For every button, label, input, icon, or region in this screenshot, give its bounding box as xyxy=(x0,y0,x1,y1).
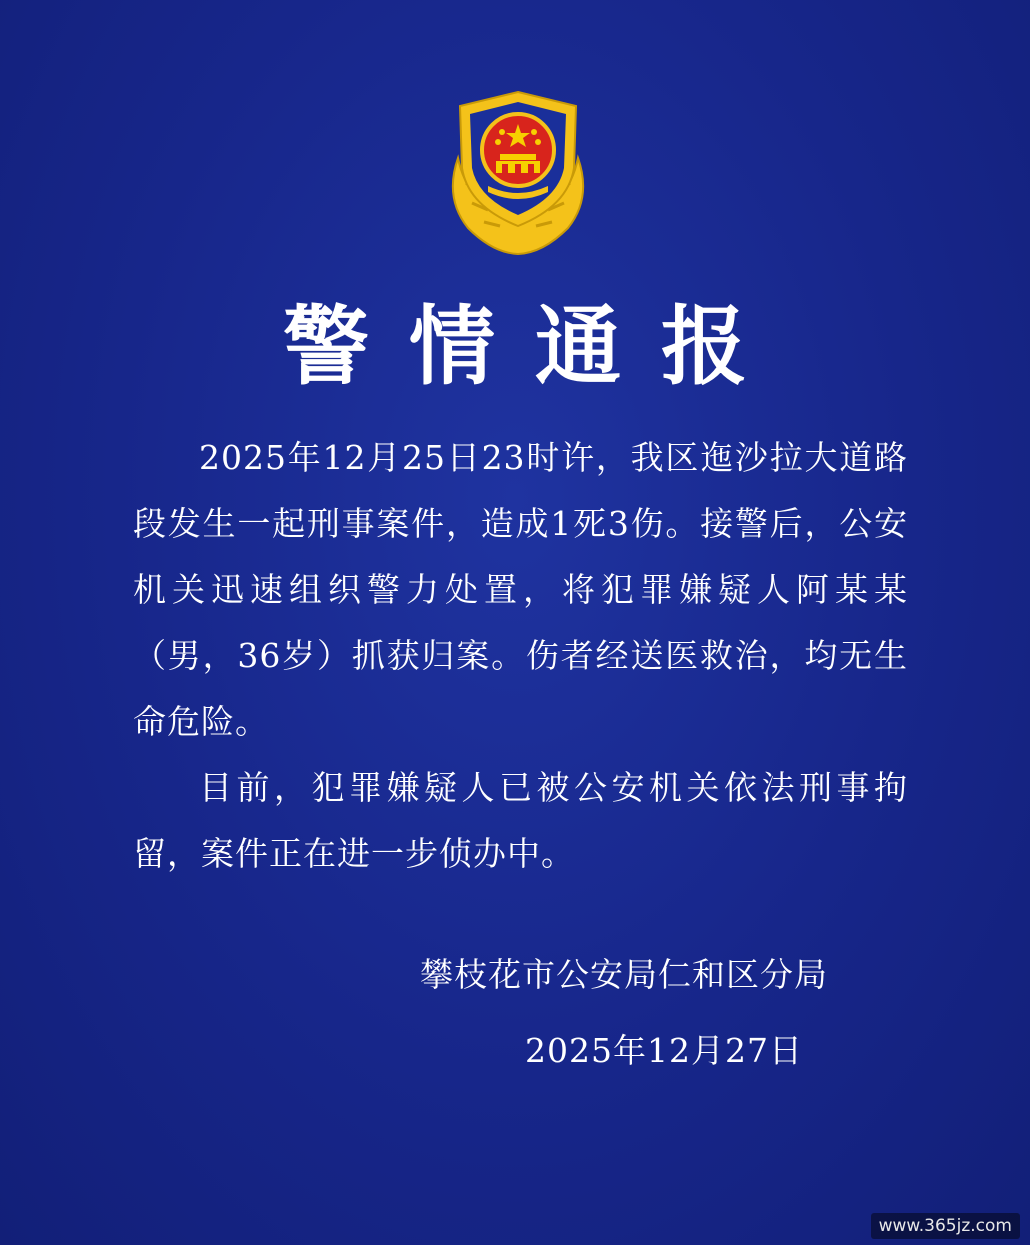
notice-body xyxy=(133,425,908,887)
paragraph-status: 目前，犯罪嫌疑人已被公安机关依法刑事拘留，案件正在进一步侦办中。 xyxy=(133,768,908,873)
issue-date: 2025年12月27日 xyxy=(525,1031,803,1070)
police-badge-icon xyxy=(438,88,598,256)
paragraph-incident: 2025年12月25日23时许，我区迤沙拉大道路段发生一起刑事案件，造成1死3伤。接警后，公安机关迅速组织警力处置，将犯罪嫌疑人阿某某（男，36岁）抓获归案。伤者经送医救治，均无生命危险。 xyxy=(133,438,908,741)
notice-title: 警情通报 xyxy=(283,297,787,397)
signature-block xyxy=(420,945,860,1081)
issuing-organization: 攀枝花市公安局仁和区分局 xyxy=(420,955,828,994)
site-watermark: www.365jz.com xyxy=(871,1213,1020,1239)
